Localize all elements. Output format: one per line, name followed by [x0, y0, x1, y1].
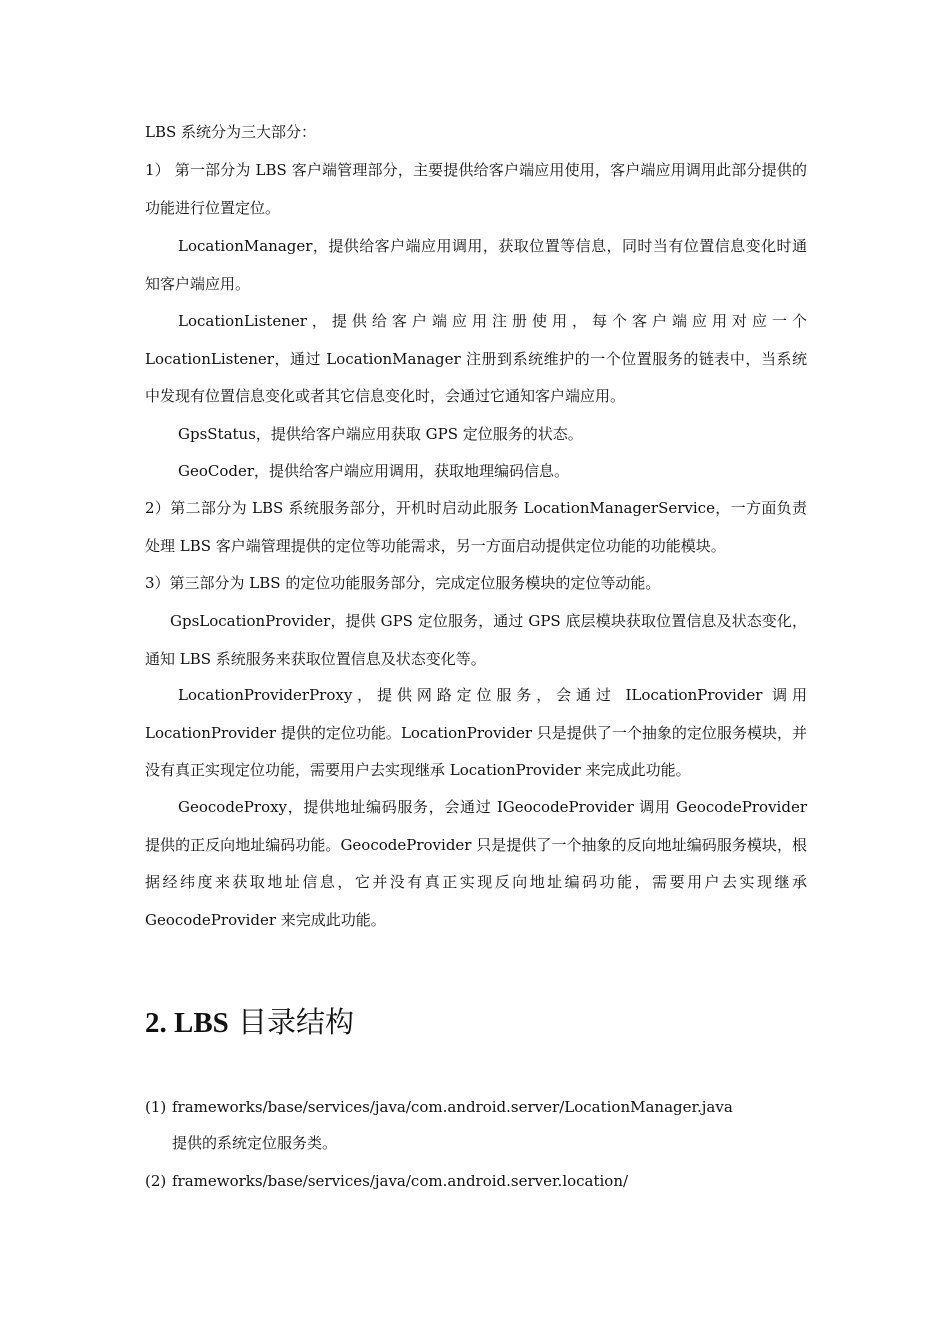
gps-location-provider-paragraph: GpsLocationProvider，提供 GPS 定位服务，通过 GPS 底层模块获取位置信息及状态变化，通知 LBS 系统服务来获取位置信息及状态变化等。 — [145, 612, 807, 668]
list-item-number: (2) — [145, 1172, 167, 1190]
part1-paragraph: 1） 第一部分为 LBS 客户端管理部分，主要提供给客户端应用使用，客户端应用调用此部分提供的功能进行位置定位。 — [145, 161, 807, 217]
location-listener-paragraph: LocationListener，提供给客户端应用注册使用，每个客户端应用对应一个 LocationListener，通过 LocationManager 注册到系统维护的一个位置服务的链表中，当系统中发现有位置信息变化或者其它信息变化时，会通过它通知客户端应用。 — [145, 312, 807, 405]
geocode-proxy-paragraph: GeocodeProxy，提供地址编码服务，会通过 IGeocodeProvider 调用 GeocodeProvider 提供的正反向地址编码功能。GeocodeProvider 只是提供了一个抽象的反向地址编码服务模块，根据经纬度来获取地址信息，它并没有真正实现反向地址编码功能，需要用户去实现继承 GeocodeProvider 来完成此功能。 — [145, 798, 807, 929]
part3-paragraph: 3）第三部分为 LBS 的定位功能服务部分，完成定位服务模块的定位等动能。 — [145, 574, 661, 592]
section-heading — [145, 1000, 354, 1045]
list-item — [145, 1163, 807, 1200]
list-item-number: (1) — [145, 1098, 167, 1116]
section-title: 目录结构 — [238, 1005, 355, 1039]
intro-paragraph: LBS 系统分为三大部分： — [145, 123, 317, 141]
gps-status-paragraph: GpsStatus，提供给客户端应用获取 GPS 定位服务的状态。 — [178, 425, 583, 443]
part2-paragraph: 2）第二部分为 LBS 系统服务部分，开机时启动此服务 LocationManagerService，一方面负责处理 LBS 客户端管理提供的定位等功能需求，另一方面启动提供定位功能的功能模块。 — [145, 499, 807, 555]
list-item-path: frameworks/base/services/java/com.android.server.location/ — [172, 1172, 629, 1190]
geocoder-paragraph: GeoCoder，提供给客户端应用调用，获取地理编码信息。 — [178, 462, 570, 480]
location-provider-proxy-paragraph: LocationProviderProxy，提供网路定位服务，会通过 ILocationProvider 调用 LocationProvider 提供的定位功能。LocationProvider 只是提供了一个抽象的定位服务模块，并没有真正实现定位功能，需要用户去实现继承 LocationProvider 来完成此功能。 — [145, 686, 807, 779]
list-item-path: frameworks/base/services/java/com.android.server/LocationManager.java — [172, 1098, 733, 1116]
list-item — [145, 1089, 807, 1126]
location-manager-paragraph: LocationManager，提供给客户端应用调用，获取位置等信息，同时当有位置信息变化时通知客户端应用。 — [145, 237, 807, 293]
section-number: 2. LBS — [145, 1007, 229, 1039]
list-item-description: 提供的系统定位服务类。 — [172, 1134, 338, 1152]
